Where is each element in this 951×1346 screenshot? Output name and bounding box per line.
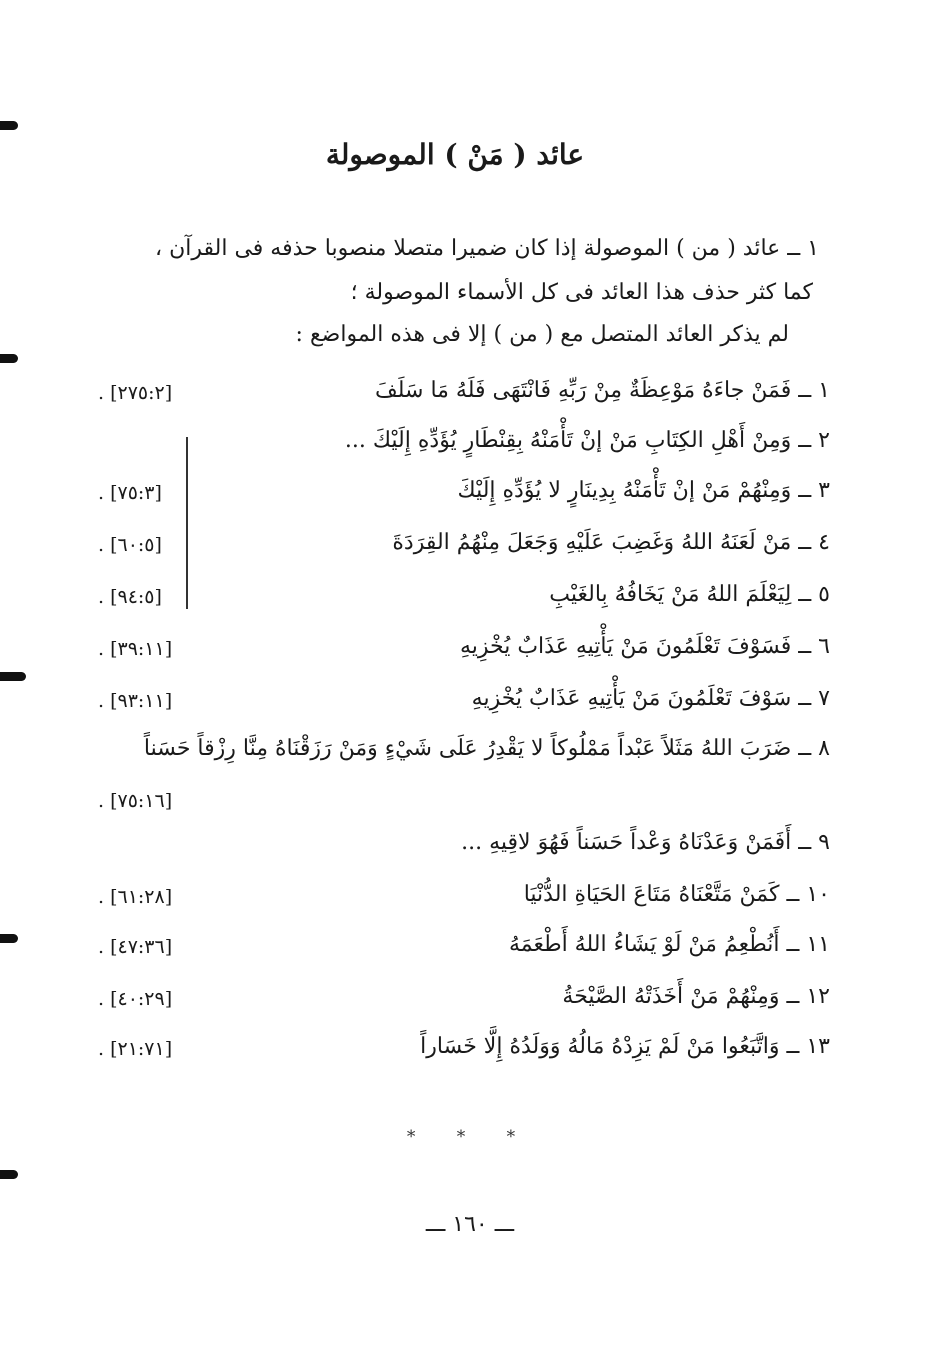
verse-text: ٥ ــ لِيَعْلَمَ اللهُ مَنْ يَخَافُهُ بِالغَيْبِ — [549, 582, 830, 607]
verse-reference: . [٩٤:٥] — [98, 586, 162, 608]
verse-row — [80, 686, 830, 726]
intro-line: ١ ــ عائد ( من ) الموصولة إذا كان ضميرا متصلا منصوبا حذفه فى القرآن ، — [155, 236, 819, 261]
verse-reference: . [٣٩:١١] — [98, 638, 173, 660]
verse-text: ١٢ ــ وَمِنْهُمْ مَنْ أَخَذَتْهُ الصَّيْحَةُ — [562, 984, 830, 1009]
verse-row — [80, 932, 830, 972]
verse-text: ٨ ــ ضَرَبَ اللهُ مَثَلاً عَبْداً مَمْلُوكاً لا يَقْدِرُ عَلَى شَيْءٍ وَمَنْ رَزَقْنَاهُ مِنَّا رِزْقاً حَسَناً — [143, 736, 830, 761]
verse-row — [80, 984, 830, 1024]
verse-text: ٢ ــ وَمِنْ أَهْلِ الكِتَابِ مَنْ إنْ تَأْمَنْهُ بِقِنْطَارٍ يُؤَدِّهِ إِلَيْكَ ... — [344, 428, 830, 453]
verse-reference: . [٩٣:١١] — [98, 690, 173, 712]
verse-reference: . [٢١:٧١] — [98, 1038, 173, 1060]
verse-text: ٦ ــ فَسَوْفَ تَعْلَمُونَ مَنْ يَأْتِيهِ عَذَابٌ يُخْزِيهِ — [459, 634, 830, 659]
scan-edge-mark — [0, 121, 18, 130]
verse-row — [80, 582, 830, 622]
verse-text: ١٠ ــ كَمَنْ مَتَّعْنَاهُ مَتَاعَ الحَيَاةِ الدُّنْيَا — [523, 882, 830, 907]
verse-row — [80, 830, 830, 870]
verse-reference: . [٢٧٥:٢] — [98, 382, 173, 404]
verse-reference: . [٤٠:٢٩] — [98, 988, 173, 1010]
scan-edge-mark — [0, 672, 26, 681]
verse-text: ١ ــ فَمَنْ جاءَهُ مَوْعِظَةٌ مِنْ رَبِّهِ فَانْتَهَى فَلَهُ مَا سَلَفَ — [374, 378, 830, 403]
verse-row — [80, 530, 830, 570]
verse-text: ٩ ــ أَفَمَنْ وَعَدْنَاهُ وَعْداً حَسَناً فَهُوَ لاقِيهِ ... — [461, 830, 830, 855]
verse-text: ١٣ ــ وَاتَّبَعُوا مَنْ لَمْ يَزِدْهُ مَالُهُ وَوَلَدُهُ إِلَّا خَسَاراً — [420, 1034, 830, 1059]
verse-row — [80, 786, 830, 826]
verse-text: ٣ ــ وَمِنْهُمْ مَنْ إنْ تَأْمَنْهُ بِدِينَارٍ لا يُؤَدِّهِ إِلَيْكَ — [457, 478, 830, 503]
page-number: ـــ ١٦٠ ـــ — [425, 1212, 515, 1237]
intro-line: كما كثر حذف هذا العائد فى كل الأسماء الموصولة ؛ — [350, 280, 813, 305]
verse-reference: . [٦٠:٥] — [98, 534, 162, 556]
verse-row — [80, 478, 830, 518]
verse-row — [100, 736, 830, 776]
verse-reference: . [٧٥:٣] — [98, 482, 162, 504]
verse-row — [80, 1034, 830, 1074]
verse-text: ٤ ــ مَنْ لَعَنَهُ اللهُ وَغَضِبَ عَلَيْهِ وَجَعَلَ مِنْهُمُ القِرَدَةَ — [392, 530, 830, 555]
verse-row — [80, 378, 830, 418]
intro-line: لم يذكر العائد المتصل مع ( من ) إلا فى هذه المواضع : — [295, 322, 789, 347]
scan-edge-mark — [0, 934, 18, 943]
verse-row — [80, 634, 830, 674]
verse-reference: . [٦١:٢٨] — [98, 886, 173, 908]
verse-text: ٧ ــ سَوْفَ تَعْلَمُونَ مَنْ يَأْتِيهِ عَذَابٌ يُخْزِيهِ — [471, 686, 830, 711]
verse-row — [80, 428, 830, 468]
scan-edge-mark — [0, 1170, 18, 1179]
scan-edge-mark — [0, 354, 18, 363]
verse-reference: . [٧٥:١٦] — [98, 790, 173, 812]
verse-row — [80, 882, 830, 922]
page-title: عائد ( مَنْ ) الموصولة — [325, 138, 585, 171]
verse-text: ١١ ــ أَنُطْعِمُ مَنْ لَوْ يَشَاءُ اللهُ أَطْعَمَهُ — [508, 932, 830, 957]
verse-reference: . [٤٧:٣٦] — [98, 936, 173, 958]
section-separator: * * * — [406, 1127, 534, 1147]
